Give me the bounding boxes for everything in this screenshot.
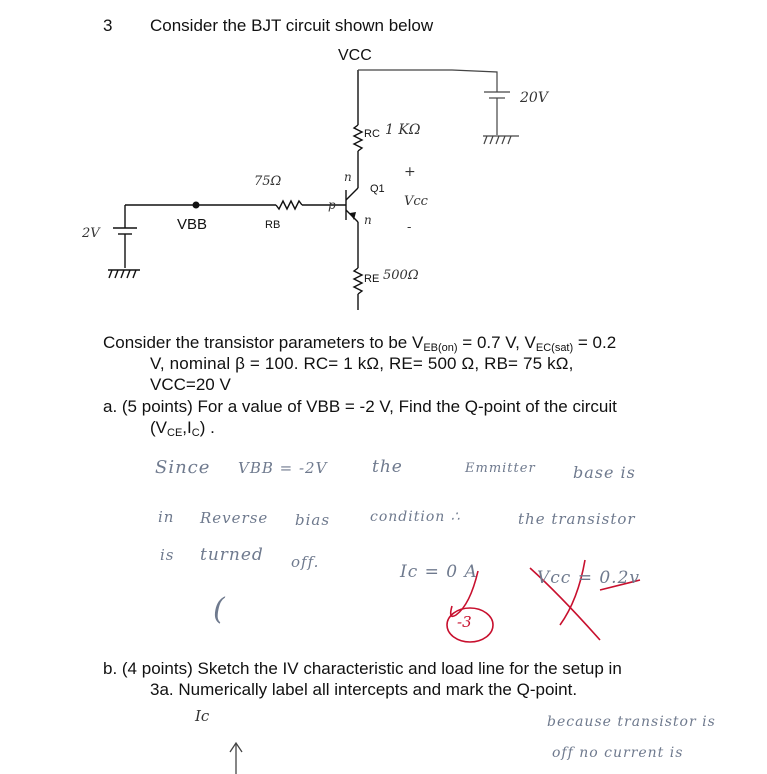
answer-word-base-is: base is <box>573 463 636 482</box>
p-base-label: p <box>328 198 336 212</box>
answer-word-emmitter: Emmitter <box>465 461 536 476</box>
answer-word-reverse: Reverse <box>200 509 269 527</box>
n-top-label: n <box>344 170 352 184</box>
question-number: 3 <box>103 16 113 35</box>
grade-mark: -3 <box>457 613 472 631</box>
answer-vcc-value: Vcc = 0.2v <box>537 568 641 588</box>
answer-word-turned: turned <box>200 545 264 565</box>
answer-word-off: off. <box>291 553 320 571</box>
vec-minus: - <box>407 220 412 235</box>
parameters-line-3: VCC=20 V <box>150 375 231 394</box>
answer-word-vbb: VBB = -2V <box>238 459 328 477</box>
question-prompt: Consider the BJT circuit shown below <box>150 16 434 35</box>
answer-word-is: is <box>160 546 175 564</box>
parameters-line-2: V, nominal β = 100. RC= 1 kΩ, RE= 500 Ω, RB= 75 kΩ, <box>150 354 574 373</box>
vec-label: Vcc <box>404 194 428 209</box>
answer-word-since: Since <box>155 457 211 478</box>
vcc-hand-value: 20V <box>520 90 548 106</box>
answer-b-note-line-2: off no current is <box>552 745 684 761</box>
rb-label: RB <box>265 219 281 231</box>
part-a-line-1: a. (5 points) For a value of VBB = -2 V, Find the Q-point of the circuit <box>103 397 617 416</box>
rc-label: RC <box>364 128 380 140</box>
vbb-label: VBB <box>177 216 208 233</box>
parameters-line-1: Consider the transistor parameters to be $V_{EB(on)} = 0.7$ V, $V_{EC(sat)} = 0.2$ <box>103 333 617 354</box>
re-hand-value: 500Ω <box>383 268 419 283</box>
answer-ic-value: Ic = 0 A <box>400 562 478 582</box>
answer-b-note-line-1: because transistor is <box>547 714 716 730</box>
part-a-line-2: $(V_{CE},I_C)$ . <box>150 418 215 439</box>
vbb-hand-value: 2V <box>82 226 100 241</box>
vcc-label: VCC <box>338 47 372 64</box>
answer-word-in: in <box>158 508 175 526</box>
answer-word-condition: condition ∴ <box>370 509 461 525</box>
n-bottom-label: n <box>364 213 372 227</box>
vec-plus: + <box>404 164 416 180</box>
part-b-line-1: b. (4 points) Sketch the IV characteristic and load line for the setup in <box>103 659 622 678</box>
rb-hand-value: 75Ω <box>254 174 282 189</box>
answer-b-ic-label: Ic <box>195 707 210 725</box>
answer-open-paren: ( <box>213 592 226 627</box>
answer-word-the-transistor: the transistor <box>518 510 636 528</box>
answer-word-bias: bias <box>295 511 331 529</box>
answer-word-the: the <box>372 457 403 477</box>
re-label: RE <box>364 273 380 285</box>
part-b-line-2: 3a. Numerically label all intercepts and mark the Q-point. <box>150 680 578 699</box>
q1-label: Q1 <box>370 183 385 195</box>
rc-hand-value: 1 KΩ <box>385 122 421 138</box>
